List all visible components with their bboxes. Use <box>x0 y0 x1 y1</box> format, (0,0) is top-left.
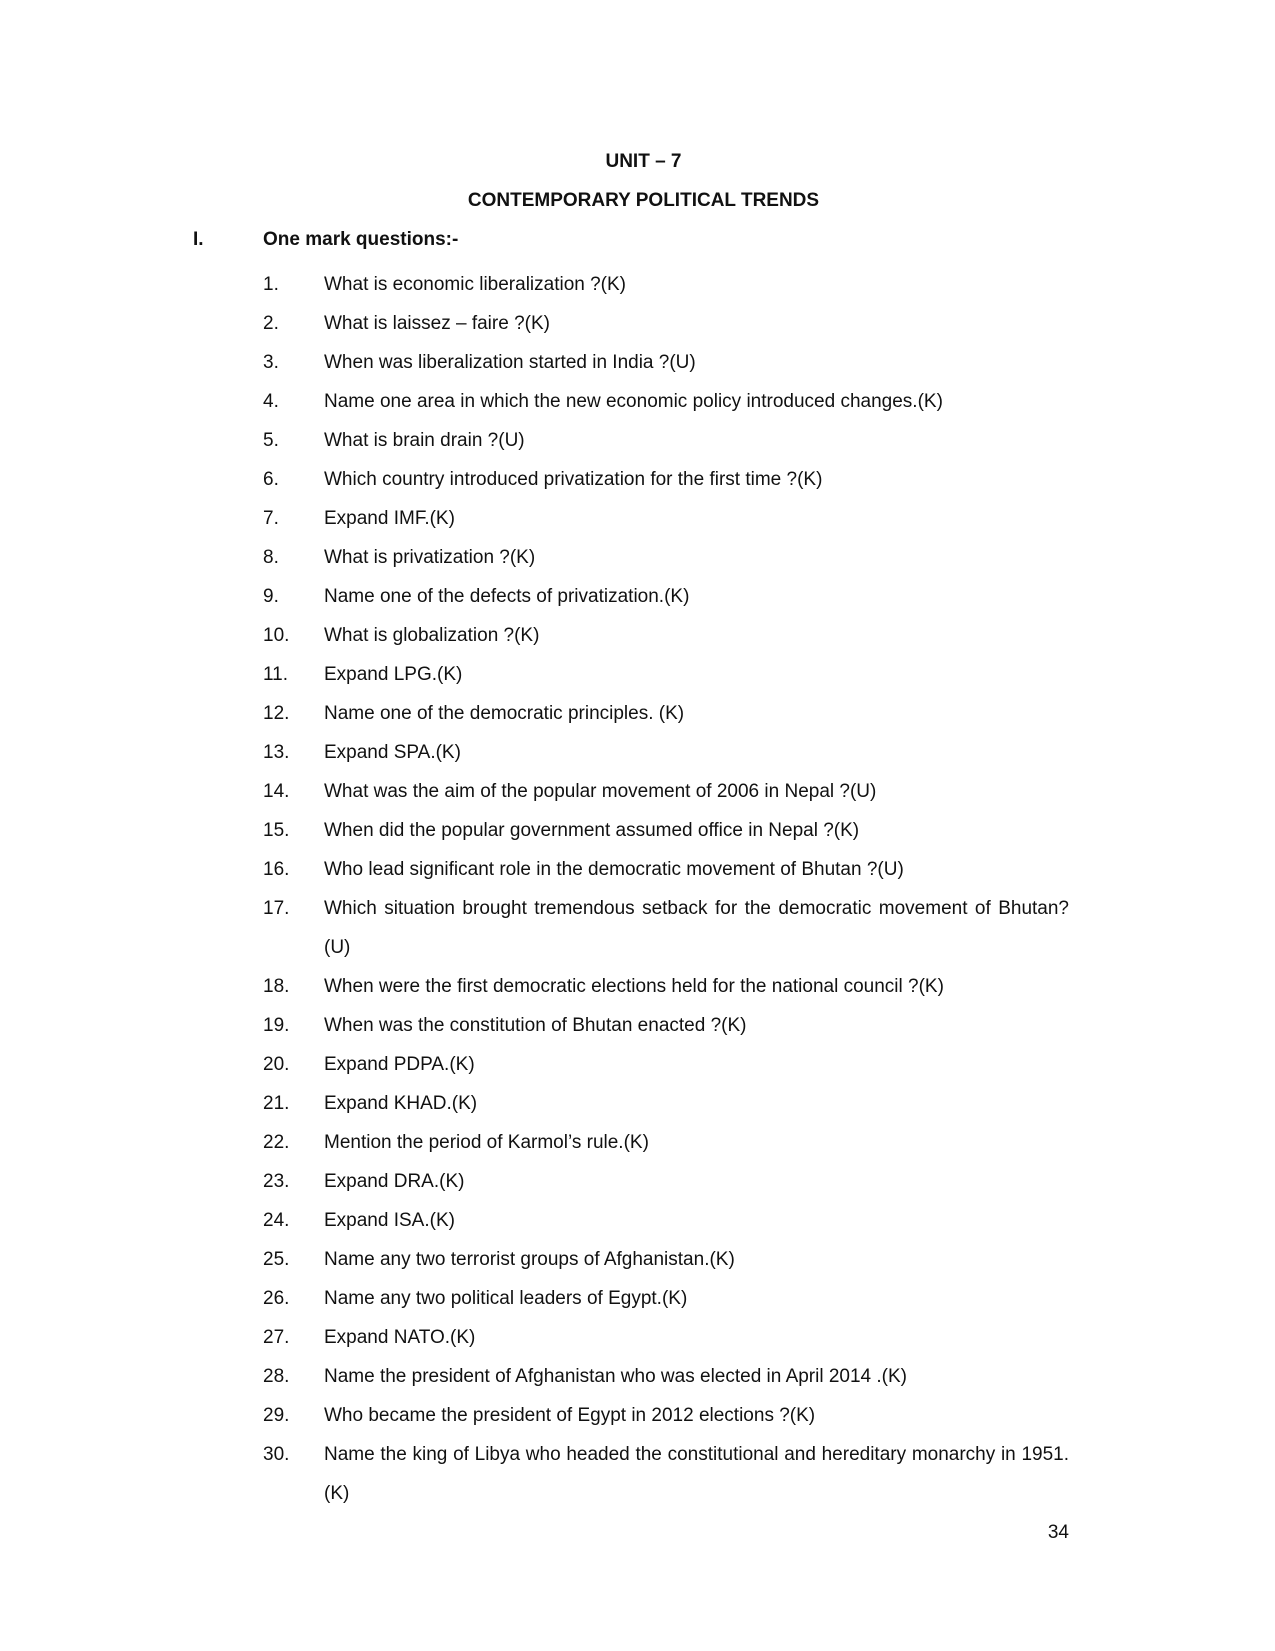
question-number: 26. <box>263 1288 290 1309</box>
question-text: When did the popular government assumed office in Nepal ?(K) <box>324 820 860 841</box>
question-item <box>263 421 1069 460</box>
question-item <box>263 967 1069 1006</box>
question-number: 24. <box>263 1210 290 1231</box>
question-text: Name one of the democratic principles. (K) <box>324 703 685 724</box>
question-item <box>263 1357 1069 1396</box>
question-text: Name one area in which the new economic policy introduced changes.(K) <box>324 391 943 412</box>
question-item <box>263 1123 1069 1162</box>
question-text: When was the constitution of Bhutan enacted ?(K) <box>324 1015 747 1036</box>
question-number: 27. <box>263 1327 290 1348</box>
question-item <box>263 1201 1069 1240</box>
question-text: Name the king of Libya who headed the constitutional and hereditary monarchy in 1951.(K) <box>324 1444 1069 1504</box>
question-item <box>263 1162 1069 1201</box>
question-number: 25. <box>263 1249 290 1270</box>
question-text: What is laissez – faire ?(K) <box>324 313 550 334</box>
question-text: Expand SPA.(K) <box>324 742 461 763</box>
question-text: Who became the president of Egypt in 2012 elections ?(K) <box>324 1405 816 1426</box>
chapter-title: CONTEMPORARY POLITICAL TRENDS <box>467 190 820 211</box>
question-text: Name any two terrorist groups of Afghanistan.(K) <box>324 1249 735 1270</box>
question-text: Which country introduced privatization for the first time ?(K) <box>324 469 823 490</box>
section-title: One mark questions:- <box>263 229 459 250</box>
question-number: 3. <box>263 352 279 373</box>
question-text: What is privatization ?(K) <box>324 547 536 568</box>
question-number: 11. <box>263 664 289 685</box>
question-text: When was liberalization started in India ?(U) <box>324 352 696 373</box>
page-number: 34 <box>1047 1522 1069 1543</box>
question-text: Expand PDPA.(K) <box>324 1054 475 1075</box>
question-text: Who lead significant role in the democratic movement of Bhutan ?(U) <box>324 859 904 880</box>
question-item <box>263 1045 1069 1084</box>
question-item <box>263 694 1069 733</box>
question-text: What is economic liberalization ?(K) <box>324 274 627 295</box>
question-number: 17. <box>263 898 290 919</box>
question-number: 9. <box>263 586 279 607</box>
question-number: 20. <box>263 1054 290 1075</box>
question-number: 8. <box>263 547 279 568</box>
question-text: Expand IMF.(K) <box>324 508 455 529</box>
question-number: 4. <box>263 391 279 412</box>
question-item <box>263 265 1069 304</box>
question-number: 30. <box>263 1444 290 1465</box>
question-text: What was the aim of the popular movement of 2006 in Nepal ?(U) <box>324 781 877 802</box>
question-item <box>263 460 1069 499</box>
question-item <box>263 889 1069 967</box>
question-item <box>263 616 1069 655</box>
question-item <box>263 499 1069 538</box>
question-number: 28. <box>263 1366 290 1387</box>
question-number: 14. <box>263 781 290 802</box>
section-number: I. <box>193 229 204 250</box>
question-item <box>263 343 1069 382</box>
question-number: 10. <box>263 625 290 646</box>
question-item <box>263 1435 1069 1513</box>
question-number: 29. <box>263 1405 290 1426</box>
question-number: 2. <box>263 313 279 334</box>
question-text: What is globalization ?(K) <box>324 625 540 646</box>
question-number: 18. <box>263 976 290 997</box>
question-item <box>263 538 1069 577</box>
question-item <box>263 577 1069 616</box>
question-text: Expand KHAD.(K) <box>324 1093 478 1114</box>
unit-heading: UNIT – 7 <box>605 151 682 172</box>
question-item <box>263 382 1069 421</box>
question-list <box>263 265 1069 1513</box>
question-number: 23. <box>263 1171 290 1192</box>
question-number: 21. <box>263 1093 290 1114</box>
question-text: Expand LPG.(K) <box>324 664 463 685</box>
question-text: What is brain drain ?(U) <box>324 430 525 451</box>
question-item <box>263 1006 1069 1045</box>
question-text: Name one of the defects of privatization.(K) <box>324 586 690 607</box>
question-number: 19. <box>263 1015 290 1036</box>
question-item <box>263 304 1069 343</box>
question-number: 15. <box>263 820 290 841</box>
question-item <box>263 1318 1069 1357</box>
question-item <box>263 1279 1069 1318</box>
question-item <box>263 1396 1069 1435</box>
question-item <box>263 1240 1069 1279</box>
question-item <box>263 733 1069 772</box>
question-text: Expand DRA.(K) <box>324 1171 465 1192</box>
question-item <box>263 1084 1069 1123</box>
question-number: 12. <box>263 703 290 724</box>
question-item <box>263 655 1069 694</box>
question-item <box>263 772 1069 811</box>
question-number: 6. <box>263 469 279 490</box>
question-number: 5. <box>263 430 279 451</box>
question-text: Name the president of Afghanistan who was elected in April 2014 .(K) <box>324 1366 908 1387</box>
question-text: Mention the period of Karmol’s rule.(K) <box>324 1132 649 1153</box>
question-text: Name any two political leaders of Egypt.(K) <box>324 1288 688 1309</box>
question-text: Which situation brought tremendous setback for the democratic movement of Bhutan?(U) <box>324 898 1069 958</box>
question-text: Expand ISA.(K) <box>324 1210 455 1231</box>
question-number: 13. <box>263 742 290 763</box>
question-text: Expand NATO.(K) <box>324 1327 476 1348</box>
question-number: 16. <box>263 859 290 880</box>
question-number: 22. <box>263 1132 290 1153</box>
question-number: 1. <box>263 274 279 295</box>
question-item <box>263 811 1069 850</box>
question-text: When were the first democratic elections held for the national council ?(K) <box>324 976 944 997</box>
question-item <box>263 850 1069 889</box>
question-number: 7. <box>263 508 279 529</box>
